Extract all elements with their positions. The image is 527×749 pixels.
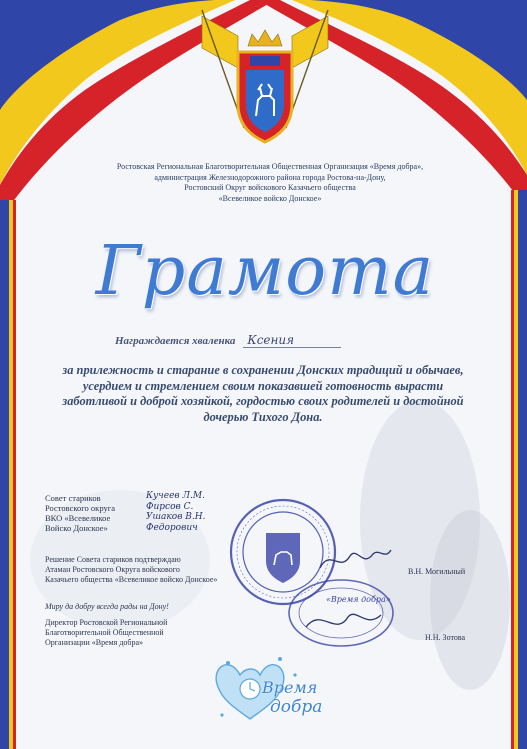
background-figure-silhouette	[430, 510, 510, 690]
header-line: Ростовский Округ войскового Казачьего общества	[184, 183, 356, 192]
header-line: «Всевеликое войско Донское»	[218, 193, 322, 203]
elder-signature: Фирсов С.	[146, 501, 194, 512]
decision-line: Решение Совета стариков подтверждаю	[45, 555, 181, 564]
awardee-name: Ксения	[243, 333, 341, 348]
logo-text-vremya: Время	[262, 678, 318, 697]
elders-council-block	[45, 493, 140, 533]
shield-band	[250, 56, 280, 66]
reason-line: усердием и стремлением своим показавшей готовность вырасти	[82, 378, 444, 393]
decision-line: Казачьего общества «Всевеликое войско Донское»	[45, 574, 218, 584]
ribbon-left-yellow	[9, 200, 13, 749]
director-line: Директор Ростовской Региональной	[45, 618, 168, 627]
elders-line: Совет стариков	[45, 493, 101, 503]
decision-line: Атаман Ростовского Округа войскового	[45, 564, 180, 574]
certificate-title: Грамота	[95, 232, 435, 311]
award-reason	[28, 363, 498, 425]
director-line: Организации «Время добра»	[45, 637, 144, 647]
ataman-name: В.Н. Могильный	[408, 567, 466, 576]
ribbon-right-yellow	[514, 190, 518, 749]
stamp-org-text: «Время добра»	[326, 595, 391, 604]
director-signature	[306, 614, 381, 627]
elders-line: Ростовского округа	[45, 503, 115, 513]
header-line: Ростовская Региональная Благотворительная Общественная Организация «Время добра»,	[116, 162, 424, 171]
ataman-decision-block	[45, 555, 245, 584]
ribbon-left-blue	[0, 200, 9, 749]
award-line	[115, 333, 415, 348]
cossack-emblem	[200, 8, 330, 153]
elder-signature: Федорович	[146, 522, 198, 533]
ribbon-left-red	[13, 200, 16, 749]
reason-line: за прилежность и старание в сохранении Донских традиций и обычаев,	[62, 363, 464, 377]
stamp-shield-icon	[266, 533, 300, 583]
director-name: Н.Н. Зотова	[425, 633, 466, 642]
award-label: Награждается хваленка	[115, 335, 236, 347]
organization-stamp	[286, 577, 396, 649]
crown-icon	[248, 30, 282, 46]
elder-signature: Ушаков В.Н.	[146, 512, 206, 522]
ataman-signature	[315, 538, 395, 578]
ribbon-right-red	[511, 190, 514, 749]
elders-line: ВКО «Всевеликое	[45, 513, 111, 523]
motto: Миру да добру всегда рады на Дону!	[45, 602, 169, 611]
reason-line: дочерью Тихого Дона.	[203, 409, 323, 424]
logo-text-dobra: добра	[270, 697, 323, 717]
header-line: администрация Железнодорожного района города Ростова-на-Дону,	[154, 172, 386, 182]
organizations-header	[70, 162, 470, 204]
reason-line: заботливой и доброй хозяйкой, гордостью своих родителей и достойной	[62, 394, 464, 408]
ribbon-right-blue	[518, 190, 527, 749]
elder-signature: Кучеев Л.М.	[146, 491, 205, 501]
elders-line: Войско Донское»	[45, 523, 108, 533]
director-block	[45, 618, 205, 647]
director-line: Благотворительной Общественной	[45, 627, 164, 637]
